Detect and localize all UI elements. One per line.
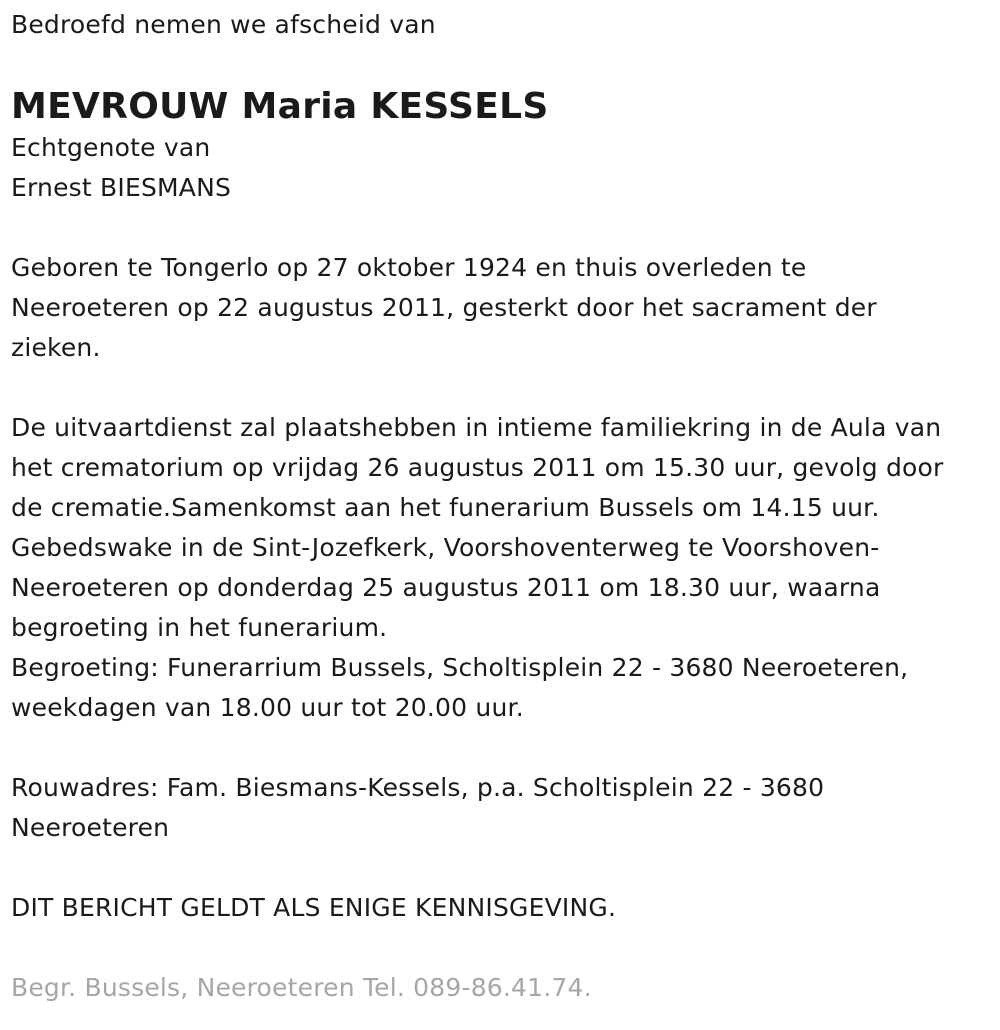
spacer bbox=[11, 208, 991, 248]
paragraph-line: de crematie.Samenkomst aan het funerarium Bussels om 14.15 uur. bbox=[11, 493, 880, 522]
paragraph-line: Rouwadres: Fam. Biesmans-Kessels, p.a. Scholtisplein 22 - 3680 bbox=[11, 773, 825, 802]
paragraph-line: begroeting in het funerarium. bbox=[11, 613, 388, 642]
spacer bbox=[11, 728, 991, 768]
deceased-name: MEVROUW Maria KESSELS bbox=[11, 86, 549, 127]
spacer bbox=[11, 928, 991, 968]
paragraph-line: zieken. bbox=[11, 333, 101, 362]
paragraph-line: Gebedswake in de Sint-Jozefkerk, Voorshoventerweg te Voorshoven- bbox=[11, 533, 880, 562]
paragraph-line: het crematorium op vrijdag 26 augustus 2011 om 15.30 uur, gevolg door bbox=[11, 453, 944, 482]
paragraph-line: Geboren te Tongerlo op 27 oktober 1924 en thuis overleden te bbox=[11, 253, 807, 282]
spouse-line-2: Ernest BIESMANS bbox=[11, 173, 232, 202]
intro-text: Bedroefd nemen we afscheid van bbox=[11, 10, 436, 39]
paragraph-line: Neeroeteren bbox=[11, 813, 170, 842]
paragraph-line: Neeroeteren op donderdag 25 augustus 2011 om 18.30 uur, waarna bbox=[11, 573, 881, 602]
paragraph-line: Begroeting: Funerarrium Bussels, Scholtisplein 22 - 3680 Neeroeteren, bbox=[11, 653, 909, 682]
paragraph-line: Neeroeteren op 22 augustus 2011, gesterkt door het sacrament der bbox=[11, 293, 877, 322]
mourning-address bbox=[11, 768, 991, 848]
obituary-notice bbox=[11, 0, 991, 1008]
spouse-block bbox=[11, 128, 991, 208]
birth-death-paragraph bbox=[11, 248, 991, 368]
funeral-home-footer: Begr. Bussels, Neeroeteren Tel. 089-86.41.74. bbox=[11, 973, 592, 1002]
spouse-line-1: Echtgenote van bbox=[11, 133, 211, 162]
service-paragraph bbox=[11, 408, 991, 728]
paragraph-line: De uitvaartdienst zal plaatshebben in intieme familiekring in de Aula van bbox=[11, 413, 942, 442]
paragraph-line: weekdagen van 18.00 uur tot 20.00 uur. bbox=[11, 693, 524, 722]
spacer bbox=[11, 848, 991, 888]
spacer bbox=[11, 368, 991, 408]
notice-text: DIT BERICHT GELDT ALS ENIGE KENNISGEVING. bbox=[11, 893, 617, 922]
